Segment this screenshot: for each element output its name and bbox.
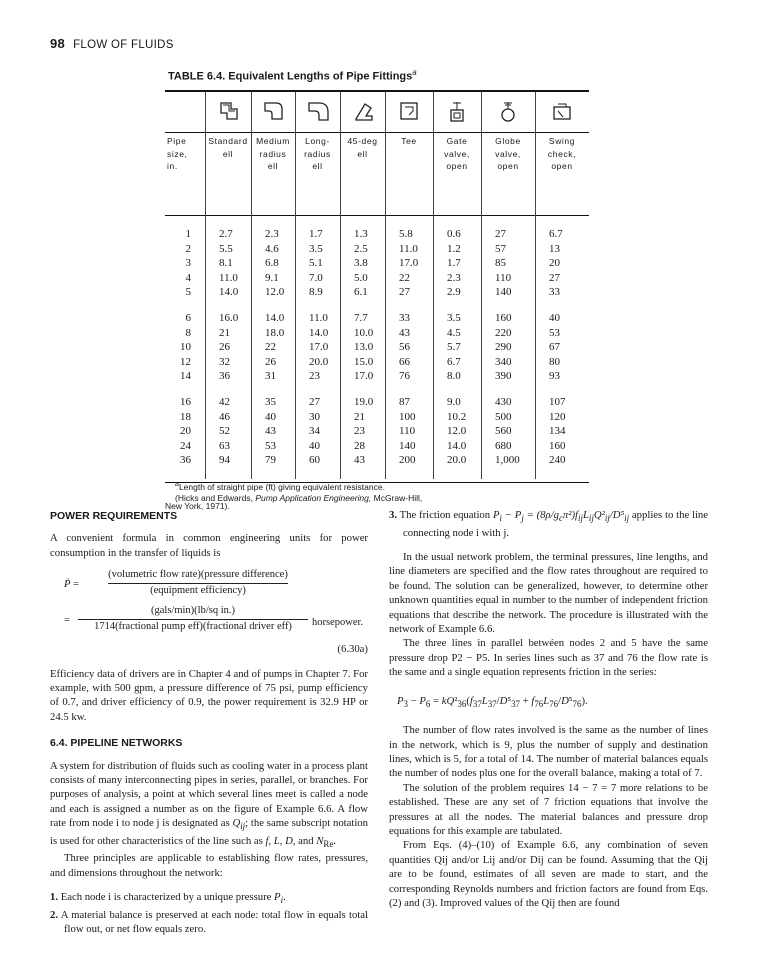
- table-cell: 60: [309, 454, 320, 467]
- pipe-size-cell: 20: [180, 425, 191, 438]
- left-paragraph-2: Efficiency data of drivers are in Chapter 4 and of pumps in Chapter 7. For example, with 500 gpm, a pressure difference of 75 psi, pump efficiency of 0.7, and driver efficiency of 0.9, the power requirement is 32.9 HP or 24.5 kw.: [50, 667, 368, 723]
- table-cell: 14.0: [447, 439, 467, 452]
- pipe-size-cell: 36: [180, 454, 191, 467]
- left-paragraph-3: A system for distribution of fluids such as cooling water in a process plant consists of many interconnecting pipes in series, parallel, or branches. For purposes of analysis, a point at which several lines meet is called a node and each is assigned a number as on the figure of Example 6.6. A flow rate from node i to node j is designated as $Q_{ij}$; the same subscript notation is used for other characteristics of the line such as f, L, D, and $N_{Re}$.: [50, 759, 368, 849]
- column-divider: [295, 92, 296, 479]
- list-item-3: 3. The friction equation $P_i - P_j = (8\rho/g_c\pi^2)f_{ij}L_{ij}Q^2_{ij}/D^5_{ij}$ applies to the line connecting node i with j.: [389, 509, 709, 539]
- table-cell: 13.0: [354, 341, 374, 354]
- table-cell: 43: [265, 425, 276, 438]
- table-cell: 110: [495, 271, 512, 284]
- left-paragraph-4: Three principles are applicable to establishing flow rates, pressures, and dimensions throughout the network:: [50, 852, 368, 879]
- table-cell: 2.9: [447, 286, 461, 299]
- table-cell: 27: [549, 271, 560, 284]
- pipe-size-cell: 10: [180, 341, 191, 354]
- pipe-size-cell: 12: [180, 355, 191, 368]
- standard-ell-icon: [217, 100, 239, 122]
- table-cell: 7.0: [309, 271, 323, 284]
- table-cell: 140: [495, 286, 512, 299]
- table-cell: 220: [495, 326, 512, 339]
- table-cell: 1.7: [447, 257, 461, 270]
- column-header: Gate valve, open: [444, 136, 470, 171]
- table-cell: 19.0: [354, 396, 374, 408]
- pipe-size-cell: 5: [185, 286, 191, 299]
- table-cell: 1,000: [495, 454, 520, 467]
- heading-power-requirements: POWER REQUIREMENTS: [50, 510, 178, 522]
- pipe-size-cell: 6: [185, 312, 191, 324]
- table-cell: 67: [549, 341, 560, 354]
- footnote-line-1: Length of straight pipe (ft) giving equivalent resistance.: [178, 481, 385, 492]
- table-cell: 26: [219, 341, 230, 354]
- table-cell: 14.0: [265, 312, 285, 324]
- table-cell: 76: [399, 370, 410, 383]
- footnote-line-2-pre: (Hicks and Edwards,: [175, 492, 256, 503]
- table-cell: 2.3: [265, 228, 279, 240]
- table-cell: 9.0: [447, 396, 461, 408]
- page-number: 98: [50, 36, 66, 51]
- column-divider: [340, 92, 341, 479]
- table-cell: 52: [219, 425, 230, 438]
- table-cell: 1.7: [309, 228, 323, 240]
- table-cell: 66: [399, 355, 410, 368]
- globe-valve-icon: [497, 100, 519, 122]
- table-cell: 107: [549, 396, 566, 408]
- table-cell: 11.0: [219, 271, 238, 284]
- table-cell: 35: [265, 396, 276, 408]
- column-header: Tee: [401, 136, 417, 146]
- table-cell: 2.7: [219, 228, 233, 240]
- footnote-line-3: New York, 1971).: [165, 501, 230, 511]
- long-radius-ell-icon: [307, 100, 329, 122]
- table-cell: 85: [495, 257, 506, 270]
- pipe-size-cell: 4: [185, 271, 191, 284]
- column-header: Pipe size, in.: [167, 136, 188, 171]
- table-cell: 680: [495, 439, 512, 452]
- running-title: FLOW OF FLUIDS: [73, 39, 174, 51]
- table-cell: 21: [219, 326, 230, 339]
- table-cell: 6.7: [549, 228, 563, 240]
- table-cell: 11.0: [309, 312, 328, 324]
- table-cell: 12.0: [447, 425, 467, 438]
- table-cell: 15.0: [354, 355, 374, 368]
- series-equation: $P_3 - P_6 = kQ^2_{36}(f_{37}L_{37}/D^5_{37} + f_{76}L_{76}/D^5_{76})$.: [397, 694, 588, 709]
- table-cell: 20.0: [447, 454, 467, 467]
- table-cell: 290: [495, 341, 512, 354]
- column-header: 45-deg ell: [347, 136, 378, 159]
- table-cell: 40: [265, 410, 276, 423]
- table-cell: 80: [549, 355, 560, 368]
- footnote-book-title: Pump Application Engineering,: [255, 492, 372, 503]
- table-cell: 53: [549, 326, 560, 339]
- column-header: Swing check, open: [547, 136, 577, 171]
- column-divider: [251, 92, 252, 479]
- right-column: [389, 508, 708, 910]
- table-cell: 5.1: [309, 257, 323, 270]
- table-cell: 8.0: [447, 370, 461, 383]
- table-cell: 27: [399, 286, 410, 299]
- table-cell: 6.1: [354, 286, 368, 299]
- table-cell: 10.0: [354, 326, 374, 339]
- table-cell: 13: [549, 242, 560, 255]
- column-header: Standard ell: [208, 136, 248, 159]
- pipe-size-cell: 2: [185, 242, 191, 255]
- table-cell: 18.0: [265, 326, 285, 339]
- right-paragraph-4: The solution of the problem requires 14 − 7 = 7 more relations to be established. These are any set of 7 friction equations that involve the pressures at all the nodes. The material balances and pressure drop equations for this example are tabulated.: [389, 781, 708, 837]
- table-cell: 57: [495, 242, 506, 255]
- right-paragraph-5: From Eqs. (4)–(10) of Example 6.6, any combination of seven quantities Qij and/or Lij and/or Dij can be found. Assuming that the Qij are to be found, estimates of all seven are made to start, and the corresponding Reynolds numbers and friction factors are found from Eqs. (2) and (3). Improved values of the Qij then are found: [389, 839, 708, 910]
- equation-numerator-1: (volumetric flow rate)(pressure difference): [108, 568, 288, 583]
- table-cell: 56: [399, 341, 410, 354]
- table-cell: 16.0: [219, 312, 239, 324]
- table-cell: 27: [495, 228, 506, 240]
- table-cell: 0.6: [447, 228, 461, 240]
- column-header: Medium radius ell: [256, 136, 290, 171]
- table-cell: 43: [354, 454, 365, 467]
- table-icon-row: [165, 92, 589, 132]
- table-cell: 1.2: [447, 242, 461, 255]
- table-cell: 87: [399, 396, 410, 408]
- pipe-size-cell: 16: [180, 396, 191, 408]
- table-cell: 33: [399, 312, 410, 324]
- table-header-row: [165, 133, 589, 215]
- 45-deg-ell-icon: [352, 100, 374, 122]
- table-cell: 30: [309, 410, 320, 423]
- pipe-size-cell: 14: [180, 370, 191, 383]
- column-header: Globe valve, open: [495, 136, 521, 171]
- table-cell: 46: [219, 410, 230, 423]
- table-cell: 20: [549, 257, 560, 270]
- table-cell: 11.0: [399, 242, 418, 255]
- table-cell: 3.5: [309, 242, 323, 255]
- left-paragraph-1: A convenient formula in common engineering units for power consumption in the transfer of liquids is: [50, 532, 368, 559]
- table-cell: 26: [265, 355, 276, 368]
- left-column: [50, 509, 368, 937]
- table-cell: 4.5: [447, 326, 461, 339]
- column-divider: [385, 92, 386, 479]
- pipe-size-cell: 1: [185, 228, 191, 240]
- right-paragraph-2: The three lines in parallel betwéen nodes 2 and 5 have the same pressure drop P2 − P5. In series lines such as 37 and 76 the flow rate is the same and a single equation represents friction in the series:: [389, 637, 708, 679]
- table-cell: 340: [495, 355, 512, 368]
- table-cell: 22: [399, 271, 410, 284]
- table-cell: 28: [354, 439, 365, 452]
- footnote-line-2-post: McGraw-Hill,: [371, 492, 423, 503]
- footnote-mark: a: [175, 480, 179, 488]
- table-cell: 4.6: [265, 242, 279, 255]
- equation-denominator-2: 1714(fractional pump eff)(fractional driver eff): [94, 620, 292, 632]
- pipe-size-cell: 3: [185, 257, 191, 270]
- table-cell: 23: [309, 370, 320, 383]
- list-item-1: 1. Each node i is characterized by a unique pressure $P_i$.: [50, 891, 286, 906]
- table-cell: 31: [265, 370, 276, 383]
- column-divider: [481, 92, 482, 479]
- table-cell: 22: [265, 341, 276, 354]
- equation-label: (6.30a): [337, 643, 368, 656]
- column-header: Long- radius ell: [304, 136, 331, 171]
- table-cell: 134: [549, 425, 566, 438]
- table-cell: 27: [309, 396, 320, 408]
- list-item-2: 2. A material balance is preserved at each node: total flow in equals total flow out, or net flow equals zero.: [50, 908, 368, 936]
- table-cell: 14.0: [219, 286, 239, 299]
- table-cell: 94: [219, 454, 230, 467]
- table-cell: 100: [399, 410, 416, 423]
- table-cell: 6.7: [447, 355, 461, 368]
- swing-check-icon: [551, 100, 573, 122]
- power-equation: Ṗ = (volumetric flow rate)(pressure difference) (equipment efficiency) = (gals/min)(lb/sq in.) 1714(fractional pump eff)(fractional driver eff) horsepower.: [50, 566, 368, 640]
- table-cell: 430: [495, 396, 512, 408]
- table-cell: 42: [219, 396, 230, 408]
- equation-numerator-2: (gals/min)(lb/sq in.): [78, 604, 308, 619]
- page-header: [50, 36, 174, 51]
- column-divider: [205, 92, 206, 479]
- table-cell: 33: [549, 286, 560, 299]
- table-cell: 5.5: [219, 242, 233, 255]
- table-cell: 36: [219, 370, 230, 383]
- table-cell: 17.0: [354, 370, 374, 383]
- table-cell: 12.0: [265, 286, 285, 299]
- table-cell: 200: [399, 454, 416, 467]
- table-cell: 5.8: [399, 228, 413, 240]
- table-cell: 240: [549, 454, 566, 467]
- table-cell: 5.7: [447, 341, 461, 354]
- table-body: [165, 216, 589, 482]
- pipe-size-cell: 24: [180, 439, 191, 452]
- table-cell: 79: [265, 454, 276, 467]
- table-cell: 390: [495, 370, 512, 383]
- table-cell: 3.8: [354, 257, 368, 270]
- table-cell: 17.0: [399, 257, 419, 270]
- table-cell: 1.3: [354, 228, 368, 240]
- table-caption: [168, 68, 417, 83]
- equation-denominator-1: (equipment efficiency): [150, 584, 246, 596]
- table-cell: 160: [495, 312, 512, 324]
- equation-unit: horsepower.: [312, 617, 364, 629]
- table-cell: 120: [549, 410, 566, 423]
- table-cell: 140: [399, 439, 416, 452]
- table-cell: 63: [219, 439, 230, 452]
- pipe-size-cell: 8: [185, 326, 191, 339]
- table-cell: 8.9: [309, 286, 323, 299]
- table-cell: 17.0: [309, 341, 329, 354]
- caption-footnote-mark: a: [412, 68, 417, 77]
- table-cell: 8.1: [219, 257, 233, 270]
- column-divider: [433, 92, 434, 479]
- table-cell: 160: [549, 439, 566, 452]
- table-caption-text: TABLE 6.4. Equivalent Lengths of Pipe Fittings: [168, 70, 413, 83]
- table-cell: 9.1: [265, 271, 279, 284]
- table-cell: 2.5: [354, 242, 368, 255]
- table-cell: 23: [354, 425, 365, 438]
- table-cell: 43: [399, 326, 410, 339]
- table-cell: 10.2: [447, 410, 467, 423]
- table-cell: 110: [399, 425, 416, 438]
- heading-pipeline-networks: 6.4. PIPELINE NETWORKS: [50, 737, 183, 750]
- table-cell: 2.3: [447, 271, 461, 284]
- table-cell: 3.5: [447, 312, 461, 324]
- column-divider: [535, 92, 536, 479]
- fittings-table: [165, 90, 589, 483]
- table-cell: 20.0: [309, 355, 329, 368]
- table-cell: 40: [549, 312, 560, 324]
- right-paragraph-3: The number of flow rates involved is the same as the number of lines in the network, which is 9, plus the number of supply and destination lines, which is 5, for a total of 14. The number of material balances equals the number of nodes plus one for the overall balance, making a total of 7.: [389, 724, 708, 780]
- table-cell: 6.8: [265, 257, 279, 270]
- table-cell: 21: [354, 410, 365, 423]
- table-cell: 14.0: [309, 326, 329, 339]
- table-cell: 32: [219, 355, 230, 368]
- table-cell: 7.7: [354, 312, 368, 324]
- gate-valve-icon: [446, 100, 468, 122]
- table-cell: 500: [495, 410, 512, 423]
- table-cell: 93: [549, 370, 560, 383]
- medium-ell-icon: [262, 100, 284, 122]
- table-cell: 34: [309, 425, 320, 438]
- table-cell: 5.0: [354, 271, 368, 284]
- right-paragraph-1: In the usual network problem, the terminal pressures, line lengths, and line diameters are specified and the flow rates throughout are required to be found. The solution can be generalized, however, to determine other unknown quantities equal in number to the number of independent friction equations that describe the network. The procedure is illustrated with the network of Example 6.6.: [389, 550, 708, 635]
- pipe-size-cell: 18: [180, 410, 191, 423]
- table-cell: 40: [309, 439, 320, 452]
- table-cell: 560: [495, 425, 512, 438]
- table-cell: 53: [265, 439, 276, 452]
- tee-icon: [398, 100, 420, 122]
